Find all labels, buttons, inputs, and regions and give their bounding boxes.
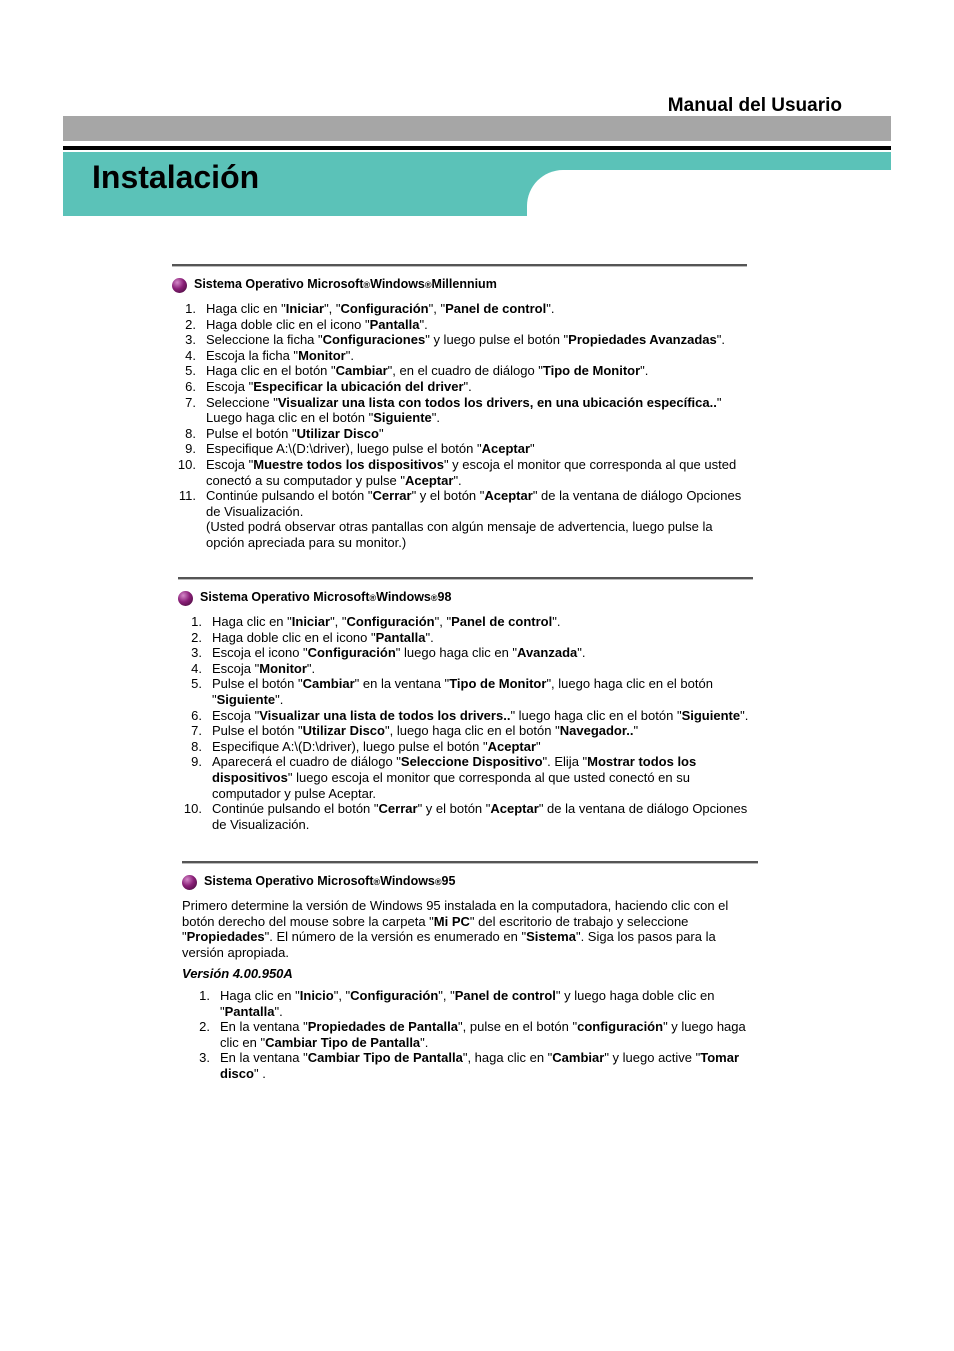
heading-prefix: Sistema Operativo Microsoft [204,874,374,889]
step-number: 8. [191,738,202,754]
section-windows-me [172,264,747,551]
step-number: 7. [191,723,202,739]
step-number: 3. [185,332,196,348]
title-banner-curve [527,170,575,216]
heading-suffix: 98 [437,590,452,605]
section-heading: Sistema Operativo Microsoft ® Windows ® 95 [182,872,758,892]
step-item [178,801,753,832]
step-text: Escoja "Muestre todos los dispositivos" y escoja el monitor que corresponda al que usted conectó a su computador y pulse "Aceptar". [206,456,737,488]
step-number: 2. [185,316,196,332]
step-item [178,661,753,677]
heading-prefix: Sistema Operativo Microsoft [194,277,364,292]
step-item [178,723,753,739]
step-number: 5. [191,676,202,692]
step-number: 8. [185,425,196,441]
steps-list [182,988,758,1082]
step-item [178,630,753,646]
step-item [178,645,753,661]
header-rule [63,146,891,150]
section-heading: Sistema Operativo Microsoft ® Windows ® 98 [178,588,753,608]
step-number: 4. [185,347,196,363]
step-text: En la ventana "Propiedades de Pantalla", pulse en el botón "configuración" y luego haga clic en "Cambiar Tipo de Pantalla". [220,1019,746,1050]
step-number: 11. [178,488,196,504]
heading-suffix: Millennium [431,277,497,292]
intro-paragraph: Primero determine la versión de Windows 95 instalada en la computadora, haciendo clic con el botón derecho del mouse sobre la carpeta "Mi PC" del escritorio de trabajo y seleccione "Propiedades". El número de la versión es enumerado en "Sistema". Siga los pasos para la versión apropiada. [182,898,729,960]
section-rule [172,264,747,267]
step-item [186,988,758,1019]
section-rule [182,861,758,864]
version-label: Versión 4.00.950A [182,966,293,982]
step-number: 1. [191,614,202,629]
title-banner-strip [527,152,891,170]
step-number: 3. [199,1050,210,1066]
step-text: Pulse el botón "Utilizar Disco" [206,425,384,441]
heading-windows: Windows [380,874,435,889]
step-item [172,317,747,333]
step-text: Haga clic en "Inicio", "Configuración", "Panel de control" y luego haga doble clic en "Pantalla". [220,987,715,1019]
step-item [186,1019,758,1050]
step-text: Pulse el botón "Cambiar" en la ventana "Tipo de Monitor", luego haga clic en el botón "Siguiente". [212,676,713,707]
step-text: Pulse el botón "Utilizar Disco", luego haga clic en el botón "Navegador.." [212,723,639,739]
step-text: Escoja "Especificar la ubicación del driver". [206,378,472,394]
step-text: Haga clic en el botón "Cambiar", en el cuadro de diálogo "Tipo de Monitor". [206,363,649,379]
step-number: 1. [185,301,196,316]
step-item [172,426,747,442]
step-item [172,457,747,488]
step-number: 10. [177,456,196,472]
step-number: 2. [191,629,202,645]
steps-list [178,614,753,832]
steps-list [172,301,747,551]
step-text: Haga doble clic en el icono "Pantalla". [212,629,434,645]
step-text: Escoja "Monitor". [212,660,316,676]
step-text: Especifique A:\(D:\driver), luego pulse el botón "Aceptar" [206,441,535,457]
step-text: En la ventana "Cambiar Tipo de Pantalla", haga clic en "Cambiar" y luego active "Tomar disco" . [220,1050,740,1081]
step-text: Escoja "Visualizar una lista de todos los drivers.." luego haga clic en el botón "Siguiente". [212,707,749,723]
step-text: Especifique A:\(D:\driver), luego pulse el botón "Aceptar" [212,738,541,754]
step-item [172,441,747,457]
bullet-icon [172,278,187,293]
step-item [172,348,747,364]
step-item [172,395,747,426]
step-number: 10. [183,801,202,817]
step-text: Haga clic en "Iniciar", "Configuración", "Panel de control". [206,301,555,316]
step-text: Seleccione la ficha "Configuraciones" y luego pulse el botón "Propiedades Avanzadas". [206,332,725,348]
step-item [178,739,753,755]
step-item [178,708,753,724]
step-text: Escoja el icono "Configuración" luego haga clic en "Avanzada". [212,645,586,661]
step-number: 7. [185,394,196,410]
step-number: 1. [199,987,210,1003]
step-text: Escoja la ficha "Monitor". [206,347,354,363]
step-text: Aparecerá el cuadro de diálogo "Seleccione Dispositivo". Elija "Mostrar todos los dispositivos" luego escoja el monitor que corresponda al que usted conectó en su computador y pulse Aceptar. [212,754,697,801]
section-windows-95 [182,861,758,1082]
step-number: 9. [185,441,196,457]
step-number: 4. [191,660,202,676]
heading-windows: Windows [376,590,431,605]
step-number: 9. [191,754,202,770]
heading-windows: Windows [370,277,425,292]
step-text: Continúe pulsando el botón "Cerrar" y el botón "Aceptar" de la ventana de diálogo Opciones de Visualización. (Usted podrá observar otras pantallas con algún mensaje de advertencia, luego pulse la opción apreciada para su monitor.) [206,488,742,550]
manual-title: Manual del Usuario [667,95,842,116]
step-item [178,754,753,801]
heading-suffix: 95 [441,874,456,889]
step-text: Haga doble clic en el icono "Pantalla". [206,316,428,332]
step-item [178,676,753,707]
section-rule [178,577,753,580]
step-number: 2. [199,1019,210,1035]
step-text: Haga clic en "Iniciar", "Configuración", "Panel de control". [212,614,561,629]
page-title: Instalación [92,159,260,195]
step-number: 6. [191,707,202,723]
step-text: Seleccione "Visualizar una lista con todos los drivers, en una ubicación específica.." Luego haga clic en el botón "Siguiente". [206,394,722,426]
step-number: 5. [185,363,196,379]
step-item [172,488,747,550]
step-item [186,1050,758,1081]
step-item [172,379,747,395]
step-text: Continúe pulsando el botón "Cerrar" y el botón "Aceptar" de la ventana de diálogo Opciones de Visualización. [212,801,748,832]
step-item [178,614,753,630]
section-heading: Sistema Operativo Microsoft ® Windows ® Millennium [172,275,747,295]
header-gray-band [63,116,891,141]
step-item [172,363,747,379]
step-number: 6. [185,378,196,394]
step-number: 3. [191,645,202,661]
heading-prefix: Sistema Operativo Microsoft [200,590,370,605]
step-item [172,332,747,348]
section-windows-98 [178,577,753,832]
bullet-icon [182,875,197,890]
step-item [172,301,747,317]
bullet-icon [178,591,193,606]
